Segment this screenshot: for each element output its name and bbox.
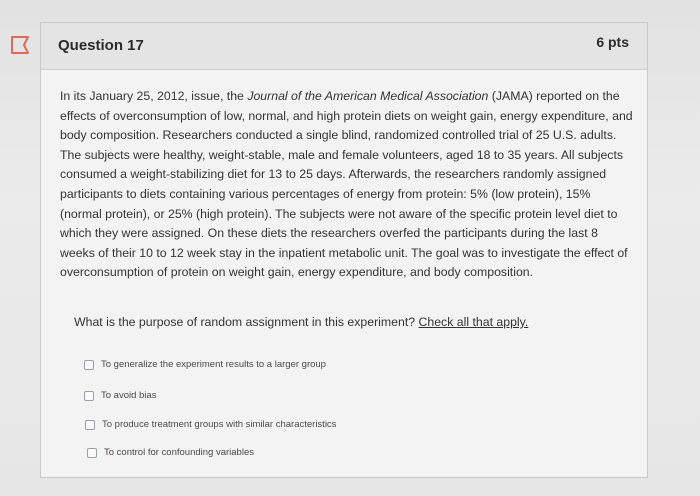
passage-part-2: (JAMA) reported on the effects of overconsumption of low, normal, and high protein diets on weight gain, energy expenditure, and body composition. Researchers conducted a single blind, randomized controlled trial of 25 U.S. adults. The subjects were healthy, weight-stable, male and female volunteers, aged 18 to 35 years. All subjects consumed a weight-stabilizing diet for 13 to 25 days. Afterwards, the researchers randomly assigned participants to diets containing various percentages of energy from protein: 5% (low protein), 15% (normal protein), or 25% (high protein). The subjects were not aware of the specific protein level diet to which they were assigned. On these diets the researchers overfed the participants during the last 8 weeks of their 10 to 12 week stay in the inpatient metabolic unit. The goal was to investigate the effect of overconsumption of protein on weight gain, energy expenditure, and body composition. (60, 89, 633, 280)
flag-icon[interactable] (8, 34, 34, 56)
answer-option-1[interactable] (84, 359, 326, 370)
prompt-text: What is the purpose of random assignment in this experiment? (74, 315, 419, 329)
answer-checkbox-1[interactable] (84, 360, 94, 370)
answer-option-2[interactable] (84, 390, 156, 401)
answer-option-3[interactable] (85, 419, 336, 430)
answer-checkbox-4[interactable] (87, 448, 97, 458)
passage-part-1: In its January 25, 2012, issue, the (60, 89, 248, 103)
question-title: Question 17 (58, 37, 144, 54)
answer-label-3: To produce treatment groups with similar characteristics (102, 419, 337, 430)
question-prompt (74, 315, 528, 329)
answer-label-2: To avoid bias (101, 390, 157, 401)
answer-label-4: To control for confounding variables (104, 447, 254, 458)
question-points: 6 pts (596, 34, 629, 50)
prompt-instruction: Check all that apply. (418, 315, 529, 329)
answer-checkbox-2[interactable] (84, 391, 94, 401)
answer-label-1: To generalize the experiment results to a larger group (101, 359, 326, 370)
question-passage (60, 87, 635, 283)
answer-checkbox-3[interactable] (85, 420, 95, 430)
question-header (41, 23, 647, 70)
answer-option-4[interactable] (87, 447, 254, 458)
journal-name: Journal of the American Medical Association (247, 89, 489, 103)
question-card (40, 22, 648, 478)
